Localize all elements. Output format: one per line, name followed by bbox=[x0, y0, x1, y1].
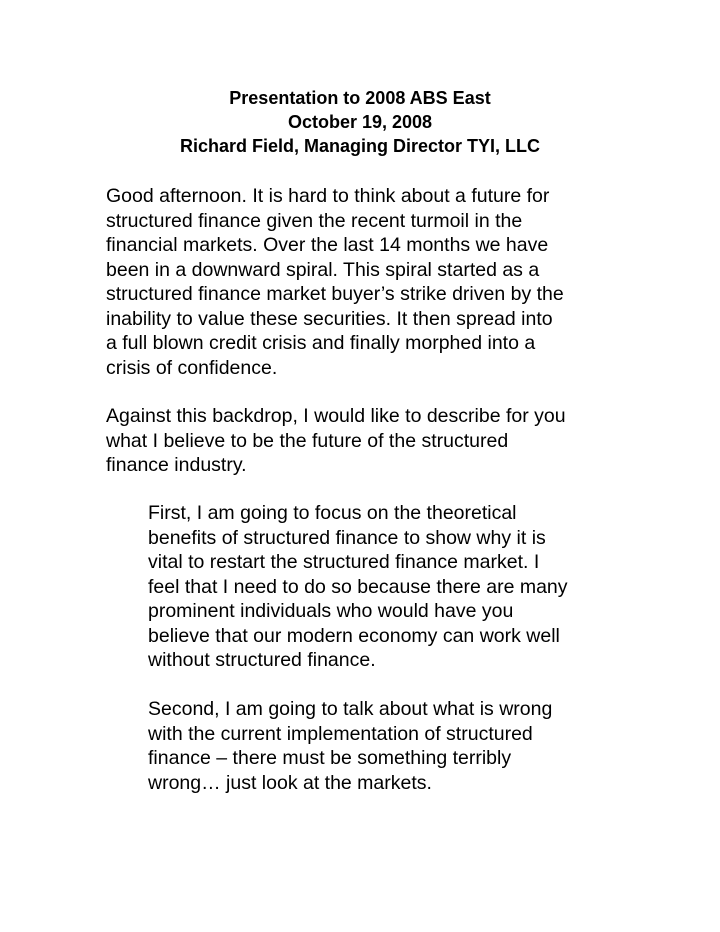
text-line: with the current implementation of structured bbox=[148, 722, 533, 745]
text-line: been in a downward spiral. This spiral started as a bbox=[106, 258, 540, 281]
paragraph-backdrop bbox=[106, 404, 626, 478]
document-header bbox=[0, 86, 720, 158]
text-line: finance – there must be something terribly bbox=[148, 747, 512, 769]
text-line: financial markets. Over the last 14 months we have bbox=[106, 234, 549, 256]
text-line: structured finance given the recent turmoil in the bbox=[106, 209, 523, 232]
text-line: Against this backdrop, I would like to describe for you bbox=[106, 405, 566, 427]
text-line: benefits of structured finance to show why it is bbox=[148, 526, 546, 549]
text-line: First, I am going to focus on the theoretical bbox=[148, 502, 517, 524]
presentation-date: October 19, 2008 bbox=[287, 112, 433, 132]
text-line: what I believe to be the future of the structured bbox=[106, 429, 509, 452]
text-line: Good afternoon. It is hard to think about a future for bbox=[106, 185, 550, 207]
text-line: crisis of confidence. bbox=[106, 356, 278, 379]
text-line: vital to restart the structured finance market. I bbox=[148, 551, 540, 573]
text-line: prominent individuals who would have you bbox=[148, 600, 514, 622]
speaker-line: Richard Field, Managing Director TYI, LLC bbox=[179, 136, 541, 156]
text-line: feel that I need to do so because there are many bbox=[148, 575, 568, 598]
paragraph-first-point bbox=[148, 501, 668, 673]
text-line: wrong… just look at the markets. bbox=[148, 771, 432, 794]
text-line: believe that our modern economy can work well bbox=[148, 624, 560, 647]
text-line: a full blown credit crisis and finally morphed into a bbox=[106, 332, 536, 354]
text-line: structured finance market buyer’s strike driven by the bbox=[106, 283, 564, 305]
text-line: Second, I am going to talk about what is wrong bbox=[148, 698, 553, 720]
text-line: without structured finance. bbox=[148, 649, 376, 671]
text-line: finance industry. bbox=[106, 454, 247, 476]
presentation-title: Presentation to 2008 ABS East bbox=[229, 88, 491, 108]
paragraph-intro bbox=[106, 184, 626, 380]
paragraph-second-point bbox=[148, 697, 668, 795]
text-line: inability to value these securities. It then spread into bbox=[106, 307, 553, 330]
